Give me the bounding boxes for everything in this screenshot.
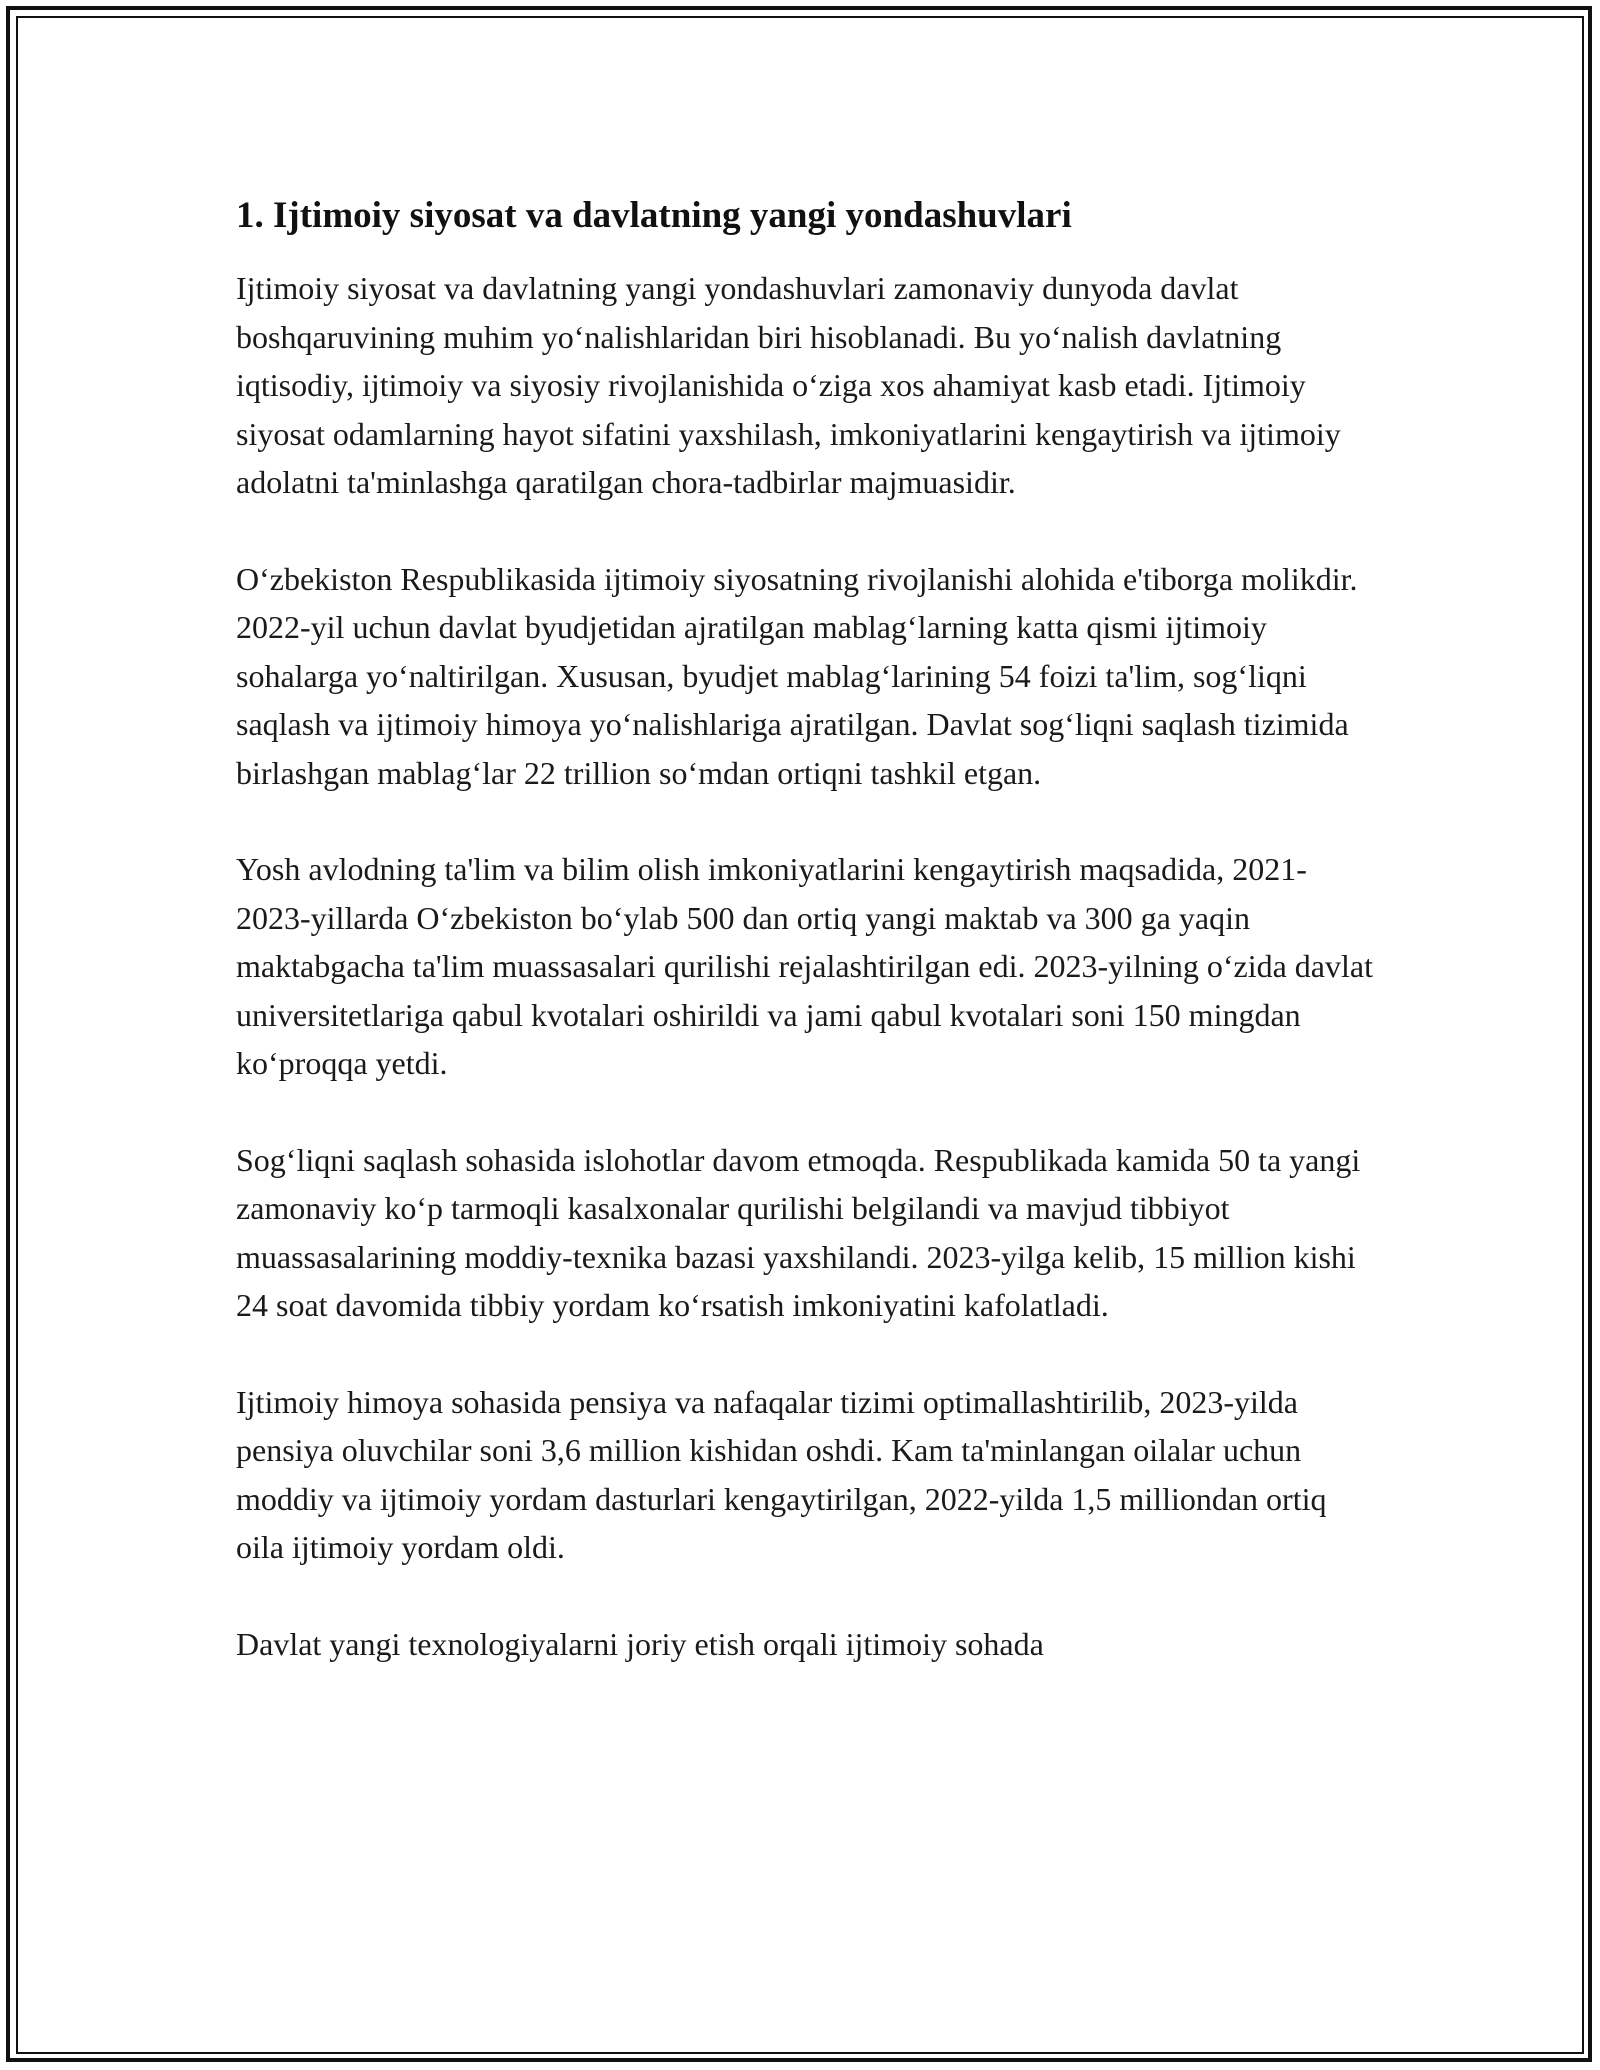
paragraph-intro: Ijtimoiy siyosat va davlatning yangi yondashuvlari zamonaviy dunyoda davlat boshqaruvining muhim yo‘nalishlaridan biri hisoblanadi. Bu yo‘nalish davlatning iqtisodiy, ijtimoiy va siyosiy rivojlanishida o‘ziga xos ahamiyat kasb etadi. Ijtimoiy siyosat odamlarning hayot sifatini yaxshilash, imkoniyatlarini kengaytirish va ijtimoiy adolatni ta'minlashga qaratilgan chora-tadbirlar majmuasidir. [236, 270, 1341, 500]
paragraph-technology: Davlat yangi texnologiyalarni joriy etish orqali ijtimoiy sohada [236, 1625, 1044, 1662]
document-body [236, 190, 1376, 1716]
paragraph-healthcare: Sog‘liqni saqlash sohasida islohotlar davom etmoqda. Respublikada kamida 50 ta yangi zamonaviy ko‘p tarmoqli kasalxonalar qurilishi belgilandi va mavjud tibbiyot muassasalarining moddiy-texnika bazasi yaxshilandi. 2023-yilga kelib, 15 million kishi 24 soat davomida tibbiy yordam ko‘rsatish imkoniyatini kafolatladi. [236, 1141, 1361, 1323]
section-heading: 1. Ijtimoiy siyosat va davlatning yangi yondashuvlari [236, 195, 1072, 236]
paragraph-education: Yosh avlodning ta'lim va bilim olish imkoniyatlarini kengaytirish maqsadida, 2021-2023-yillarda O‘zbekiston bo‘ylab 500 dan ortiq yangi maktab va 300 ga yaqin maktabgacha ta'lim muassasalari qurilishi rejalashtirilgan edi. 2023-yilning o‘zida davlat universitetlariga qabul kvotalari oshirildi va jami qabul kvotalari soni 150 mingdan ko‘proqqa yetdi. [236, 851, 1373, 1081]
paragraph-budget: O‘zbekiston Respublikasida ijtimoiy siyosatning rivojlanishi alohida e'tiborga molikdir. 2022-yil uchun davlat byudjetidan ajratilgan mablag‘larning katta qismi ijtimoiy sohalarga yo‘naltirilgan. Xususan, byudjet mablag‘larining 54 foizi ta'lim, sog‘liqni saqlash va ijtimoiy himoya yo‘nalishlariga ajratilgan. Davlat sog‘liqni saqlash tizimida birlashgan mablag‘lar 22 trillion so‘mdan ortiqni tashkil etgan. [236, 560, 1358, 791]
paragraph-social-protection: Ijtimoiy himoya sohasida pensiya va nafaqalar tizimi optimallashtirilib, 2023-yilda pensiya oluvchilar soni 3,6 million kishidan oshdi. Kam ta'minlangan oilalar uchun moddiy va ijtimoiy yordam dasturlari kengaytirilgan, 2022-yilda 1,5 milliondan ortiq oila ijtimoiy yordam oldi. [236, 1383, 1327, 1565]
